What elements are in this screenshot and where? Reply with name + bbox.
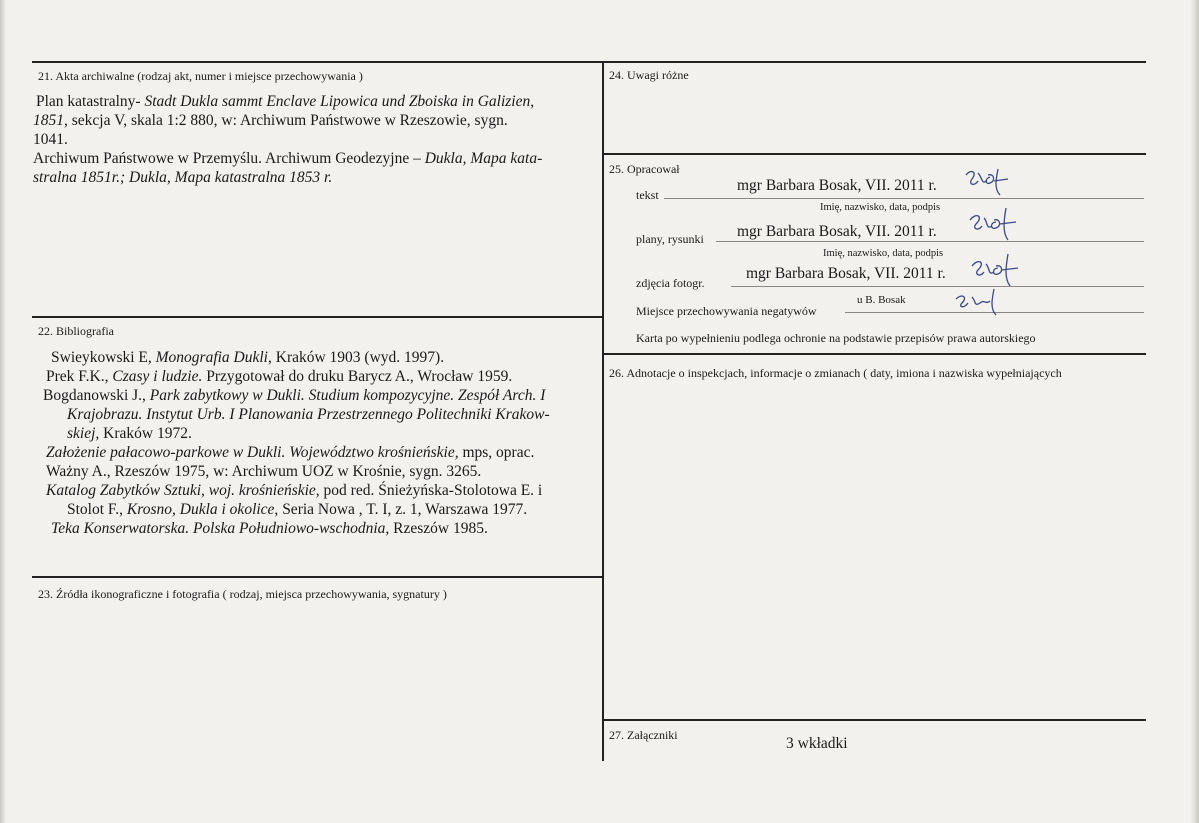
signature-4 xyxy=(950,287,1006,317)
bib-title: Katalog Zabytków Sztuki, woj. krośnieńskie, xyxy=(46,482,320,499)
section-21-line-4 xyxy=(33,149,542,168)
section-25-header: 25. Opracował xyxy=(609,162,680,176)
zdjecia-value: mgr Barbara Bosak, VII. 2011 r. xyxy=(746,265,946,282)
bib-title: Krosno, Dukla i okolice, xyxy=(126,501,279,518)
scan-edge-right xyxy=(1191,0,1199,823)
bib-title: Teka Konserwatorska. Polska Południowo-wschodnia, xyxy=(51,520,390,537)
archive-title: stralna 1851r.; Dukla, Mapa katastralna 1853 r. xyxy=(33,169,333,186)
archive-title: Dukla, Mapa kata- xyxy=(424,150,543,167)
rule-21-22 xyxy=(32,316,602,318)
bibliography-entry-cont: Ważny A., Rzeszów 1975, w: Archiwum UOZ w Krośnie, sygn. 3265. xyxy=(46,463,482,480)
rule-25-26 xyxy=(604,353,1146,355)
plany-label: plany, rysunki xyxy=(636,232,704,246)
section-21-line-5 xyxy=(33,168,332,187)
bibliography-entry xyxy=(43,386,545,405)
tekst-value: mgr Barbara Bosak, VII. 2011 r. xyxy=(737,177,937,194)
zdjecia-underline xyxy=(731,286,1144,287)
section-21-line-2 xyxy=(33,111,508,130)
bib-text: , Kraków 1903 (wyd. 1997). xyxy=(268,349,445,366)
bibliography-entry-cont xyxy=(67,424,192,443)
bibliography-entry xyxy=(46,367,512,386)
attachments-value: 3 wkładki xyxy=(786,735,848,752)
signature-3 xyxy=(966,252,1026,288)
section-21-header: 21. Akta archiwalne (rodzaj akt, numer i miejsce przechowywania ) xyxy=(38,69,363,83)
tekst-caption: Imię, nazwisko, data, podpis xyxy=(820,202,941,213)
zdjecia-label: zdjęcia fotogr. xyxy=(636,276,705,290)
bib-title: Park zabytkowy w Dukli. Studium kompozycyjne. Zespół Arch. I xyxy=(149,387,546,404)
rule-24-25 xyxy=(604,153,1146,155)
bib-text: Rzeszów 1985. xyxy=(389,520,488,537)
section-21-line-3: 1041. xyxy=(33,131,68,148)
section-23-header: 23. Źródła ikonograficzne i fotografia ( rodzaj, miejsca przechowywania, sygnatury ) xyxy=(38,587,447,601)
archive-text: Plan katastralny- xyxy=(36,93,145,110)
bib-text: Seria Nowa , T. I, z. 1, Warszawa 1977. xyxy=(278,501,528,518)
plany-value: mgr Barbara Bosak, VII. 2011 r. xyxy=(737,223,937,240)
negatywy-value: u B. Bosak xyxy=(857,294,906,306)
bib-text: Przygotował do druku Barycz A., Wrocław 1959. xyxy=(202,368,513,385)
signature-2 xyxy=(964,206,1024,242)
archive-text: Archiwum Państwowe w Przemyślu. Archiwum Geodezyjne – xyxy=(33,150,425,167)
bib-title: Czasy i ludzie. xyxy=(112,368,203,385)
top-rule xyxy=(32,61,1146,63)
section-27-header: 27. Załączniki xyxy=(609,728,678,742)
bibliography-entry-cont xyxy=(67,405,550,424)
section-22-header: 22. Bibliografia xyxy=(38,324,114,338)
negatywy-label: Miejsce przechowywania negatywów xyxy=(636,304,817,318)
bib-text: Prek F.K., xyxy=(46,368,113,385)
archive-text: , sekcja V, skala 1:2 880, w: Archiwum Państwowe w Rzeszowie, sygn. xyxy=(64,112,508,129)
bib-title: Założenie pałacowo-parkowe w Dukli. Województwo krośnieńskie, xyxy=(46,444,459,461)
signature-1 xyxy=(960,167,1020,197)
plany-caption: Imię, nazwisko, data, podpis xyxy=(823,248,944,259)
copyright-note: Karta po wypełnieniu podlega ochronie na podstawie przepisów prawa autorskiego xyxy=(636,331,1036,345)
bib-title: Monografia Dukli xyxy=(155,349,268,366)
bib-text: Bogdanowski J., xyxy=(43,387,150,404)
bib-text: mps, oprac. xyxy=(458,444,535,461)
bib-text: Swieykowski E, xyxy=(51,349,156,366)
tekst-label: tekst xyxy=(636,188,659,202)
bibliography-entry xyxy=(51,519,488,538)
archive-year: 1851 xyxy=(33,112,64,129)
bibliography-entry-cont xyxy=(67,500,527,519)
bibliography-entry xyxy=(46,481,542,500)
bibliography-entry xyxy=(46,443,534,462)
bib-text: Kraków 1972. xyxy=(99,425,192,442)
archive-title: Stadt Dukla sammt Enclave Lipowica und Zboiska in Galizien, xyxy=(144,93,535,110)
bib-title: Krajobrazu. Instytut Urb. I Planowania Przestrzennego Politechniki Krakow- xyxy=(67,406,550,423)
tekst-underline xyxy=(664,198,1144,199)
bibliography-entry xyxy=(51,348,444,367)
bib-text: Stolot F., xyxy=(67,501,127,518)
rule-22-23 xyxy=(32,576,602,578)
scan-edge-left xyxy=(0,0,6,823)
plany-underline xyxy=(716,241,1144,242)
bib-title: skiej, xyxy=(67,425,100,442)
section-24-header: 24. Uwagi różne xyxy=(609,68,689,82)
center-divider xyxy=(602,61,604,761)
bib-text: pod red. Śnieżyńska-Stolotowa E. i xyxy=(319,482,543,499)
section-26-header: 26. Adnotacje o inspekcjach, informacje o zmianach ( daty, imiona i nazwiska wypełniających xyxy=(609,366,1062,380)
rule-26-27 xyxy=(604,719,1146,721)
section-21-line-1 xyxy=(36,92,534,111)
